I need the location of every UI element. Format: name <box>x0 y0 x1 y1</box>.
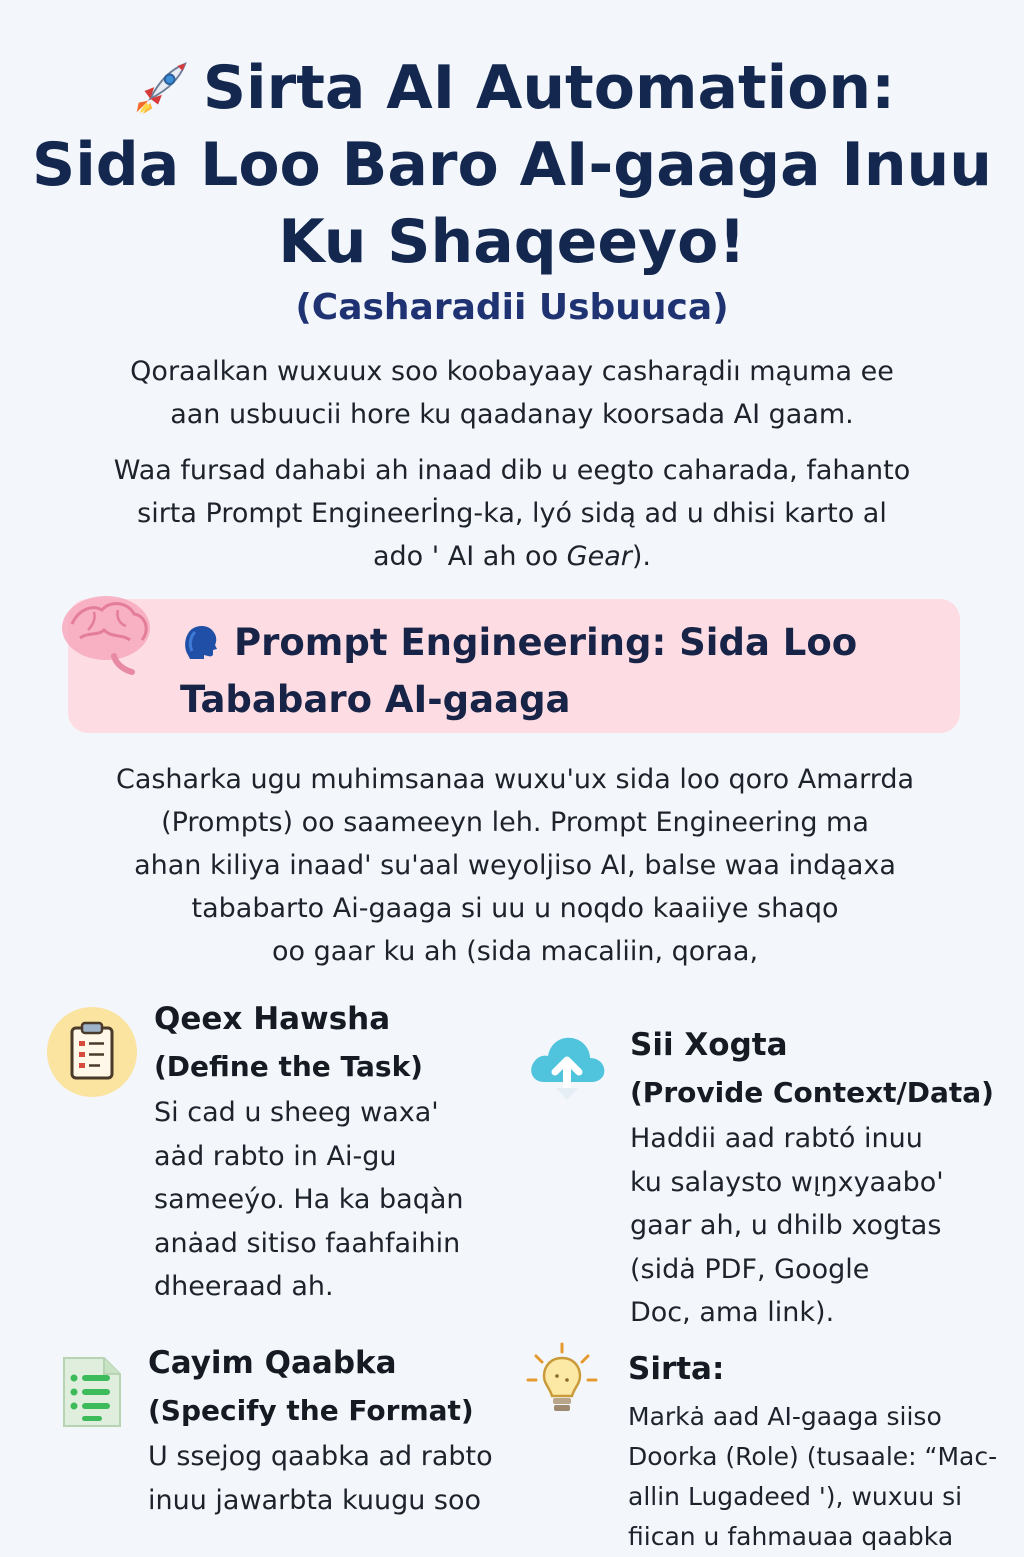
card-text-line: U ssejog qaabka ad rabto <box>148 1441 493 1472</box>
cloud-upload-icon <box>526 1026 608 1104</box>
section-heading-line-1 <box>180 614 920 671</box>
intro-line: Waa fursad dahabi ah inaad dib u eegto caharada, fahanto <box>113 455 911 486</box>
intro-line: aan usbuucii hore ku qaadanay koorsada AI gaam. <box>170 399 854 430</box>
card-text-line: anȧad sitiso faahfaihin <box>154 1227 461 1259</box>
section-body <box>70 758 960 973</box>
card-text-line: ku salaysto wı̨ŋxyaabo' <box>630 1166 944 1198</box>
card-title: Sii Xogta <box>630 1027 788 1063</box>
card-text-line: Doorka (Role) (tusaale: “Mac- <box>628 1442 998 1471</box>
card-provide-context <box>630 1022 1010 1335</box>
card-text-line: inuu jawarbta kuugu soo <box>148 1484 482 1516</box>
page-subtitle: (Casharadii Usbuuca) <box>295 287 729 328</box>
intro-text: ado ' AI ah oo <box>373 541 567 572</box>
clipboard-icon <box>46 1006 138 1098</box>
body-line: Casharka ugu muhimsanaa wuxu'ux sida loo qoro Amarrda <box>115 764 915 795</box>
section-heading-line-2: Tababaro AI-gaaga <box>180 678 571 721</box>
card-text-line: aȧd rabto in Ai-gu <box>154 1140 397 1172</box>
card-specify-format <box>148 1340 518 1522</box>
intro-line <box>60 535 964 578</box>
rocket-icon <box>129 58 191 120</box>
brain-icon <box>58 590 158 680</box>
card-subtitle: (Specify the Format) <box>148 1394 474 1427</box>
card-text-line: Markȧ aad AI-gaaga siiso <box>628 1402 942 1431</box>
intro-paragraph-1 <box>60 350 964 436</box>
page-title-line-2: Sida Loo Baro AI-gaaga Inuu <box>32 130 992 200</box>
title-line-1 <box>0 50 1024 127</box>
intro-italic-text: Gear <box>566 541 632 572</box>
intro-paragraph-2 <box>60 449 964 578</box>
section-heading-text: Prompt Engineering: Sida Loo <box>234 621 858 664</box>
card-text <box>148 1435 518 1522</box>
card-text <box>154 1091 504 1309</box>
card-title: Qeex Hawsha <box>154 1001 391 1037</box>
card-text <box>630 1117 1010 1335</box>
card-text-line: Si cad u sheeg waxa' <box>154 1097 439 1128</box>
card-title: Cayim Qaabka <box>148 1345 397 1381</box>
page-header <box>0 50 1024 333</box>
card-define-task <box>154 996 504 1309</box>
page-title-line-1: Sirta AI Automation: <box>202 53 896 123</box>
intro-text: ). <box>631 541 651 572</box>
lightbulb-icon <box>524 1340 600 1420</box>
card-text-line: sameeýo. Ha ka baqàn <box>154 1184 464 1215</box>
section-heading <box>180 614 920 728</box>
card-text-line: fiican u fahmauaa qaabka <box>628 1522 954 1551</box>
card-tip <box>628 1346 1008 1557</box>
head-icon <box>180 621 220 661</box>
card-subtitle: (Define the Task) <box>154 1050 423 1083</box>
card-title: Sirta: <box>628 1351 725 1387</box>
body-line: (Prompts) oo saameeyn leh. Prompt Engineering ma <box>161 807 869 838</box>
card-text-line: gaar ah, u dhilb xogtas <box>630 1210 942 1241</box>
card-text-line: (sidȧ PDF, Google <box>630 1253 870 1285</box>
card-subtitle: (Provide Context/Data) <box>630 1076 994 1109</box>
card-text <box>628 1397 1008 1557</box>
card-text-line: Doc, ama link). <box>630 1297 835 1328</box>
body-line: ahan kiliya inaad' su'aal weyoljiso AI, balse waa indąaxa <box>134 850 896 881</box>
intro-line: Qoraalkan wuxuux soo koobayaay casharądiı mąuma ee <box>130 356 894 387</box>
body-line: oo gaar ku ah (sida macaliin, qoraa, <box>271 936 759 967</box>
intro-line: sirta Prompt Engineerİng-ka, lyó sidą ad u dhisi karto al <box>137 498 887 529</box>
body-line: tababarto Ai-gaaga si uu u noqdo kaaiiye shaqo <box>191 893 839 924</box>
card-text-line: Haddii aad rabtó inuu <box>630 1123 923 1154</box>
page-title-line-3: Ku Shaqeeyo! <box>278 207 746 277</box>
card-text-line: allin Lugadeed '), wuxuu si <box>628 1482 963 1511</box>
document-list-icon <box>60 1354 124 1430</box>
card-text-line: dheeraad ah. <box>154 1271 334 1302</box>
